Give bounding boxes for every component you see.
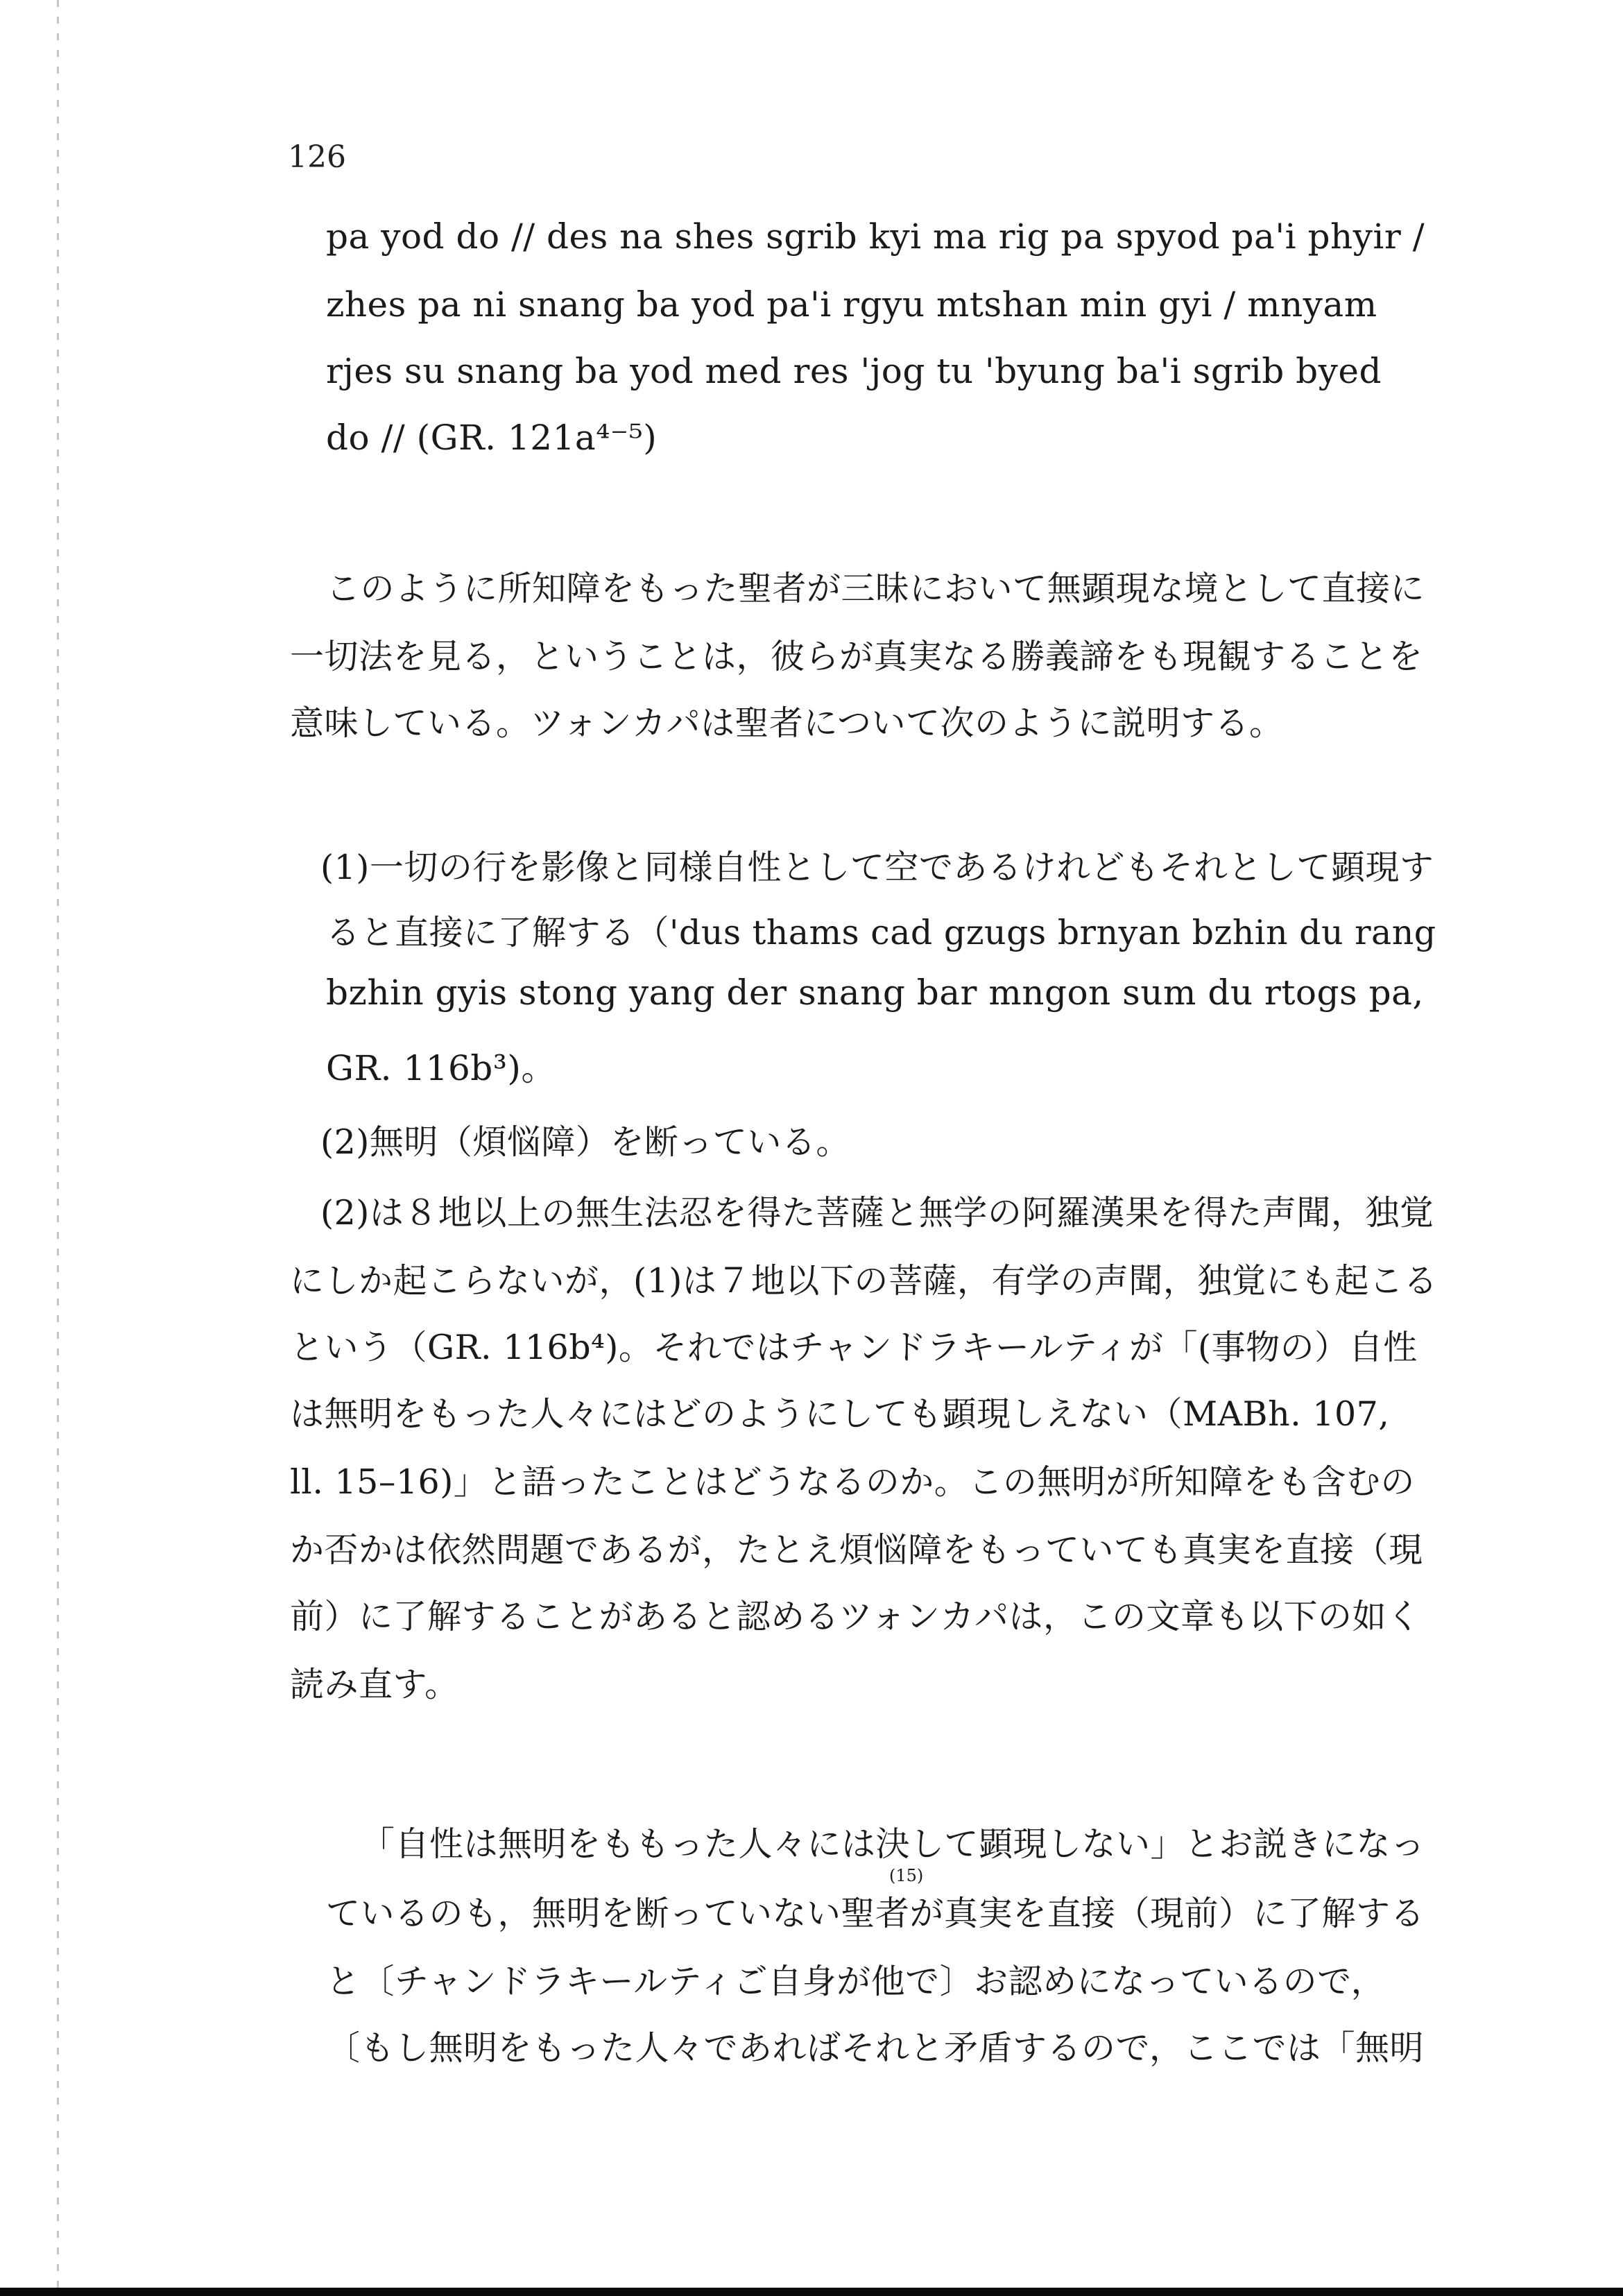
paragraph-line: 前）に了解することがあると認めるツォンカパは，この文章も以下の如く: [290, 1597, 1421, 1636]
quote-line: ているのも，無明を断っていない聖者が真実を直接（現前）に了解する: [326, 1894, 1425, 1933]
quote-line: 〔もし無明をもった人々であればそれと矛盾するので，ここでは「無明: [326, 2028, 1425, 2068]
paragraph-line: ll. 15–16)」と語ったことはどうなるのか。この無明が所知障をも含むの: [290, 1462, 1415, 1502]
footnote-marker: (15): [889, 1866, 924, 1885]
list-item-1-line: ると直接に了解する（'dus thams cad gzugs brnyan bzhin du rang: [326, 913, 1436, 952]
scan-left-edge: [57, 0, 59, 2288]
paragraph-line: という（GR. 116b⁴)。それではチャンドラキールティが「(事物の）自性: [290, 1328, 1418, 1367]
paragraph-line: にしか起こらないが，(1)は７地以下の菩薩，有学の声聞，独覚にも起こる: [290, 1261, 1438, 1301]
paragraph-line: (2)は８地以上の無生法忍を得た菩薩と無学の阿羅漢果を得た声聞，独覚: [320, 1193, 1434, 1233]
page-bottom-rule: [0, 2288, 1623, 2296]
paragraph-line: このように所知障をもった聖者が三昧において無顕現な境として直接に: [326, 569, 1425, 608]
quote-line: 「自性は無明をももった人々には決して顕現しない」とお説きになっ: [361, 1824, 1425, 1864]
list-item-1-line: bzhin gyis stong yang der snang bar mngon sum du rtogs pa,: [326, 973, 1424, 1013]
tibetan-line: pa yod do // des na shes sgrib kyi ma rig pa spyod pa'i phyir /: [326, 216, 1425, 257]
page-number: 126: [288, 139, 346, 175]
list-item-1-line: GR. 116b³)。: [326, 1048, 556, 1088]
tibetan-line: zhes pa ni snang ba yod pa'i rgyu mtshan min gyi / mnyam: [326, 284, 1377, 325]
paragraph-line: か否かは依然問題であるが，たとえ煩悩障をもっていても真実を直接（現: [290, 1530, 1423, 1570]
list-item-2: (2)無明（煩悩障）を断っている。: [320, 1122, 850, 1162]
paragraph-line: 読み直す。: [290, 1665, 459, 1704]
list-item-1-line: (1)一切の行を影像と同様自性として空であるけれどもそれとして顕現す: [320, 848, 1434, 887]
paragraph-line: 意味している。ツォンカパは聖者について次のように説明する。: [290, 703, 1284, 743]
tibetan-line: rjes su snang ba yod med res 'jog tu 'byung ba'i sgrib byed: [326, 351, 1382, 391]
tibetan-line: do // (GR. 121a⁴⁻⁵): [326, 418, 658, 458]
quote-line: と〔チャンドラキールティご自身が他で〕お認めになっているので，: [326, 1962, 1386, 2001]
paragraph-line: 一切法を見る，ということは，彼らが真実なる勝義諦をも現観することを: [290, 637, 1423, 676]
paragraph-line: は無明をもった人々にはどのようにしても顕現しえない（MABh. 107,: [290, 1394, 1390, 1434]
